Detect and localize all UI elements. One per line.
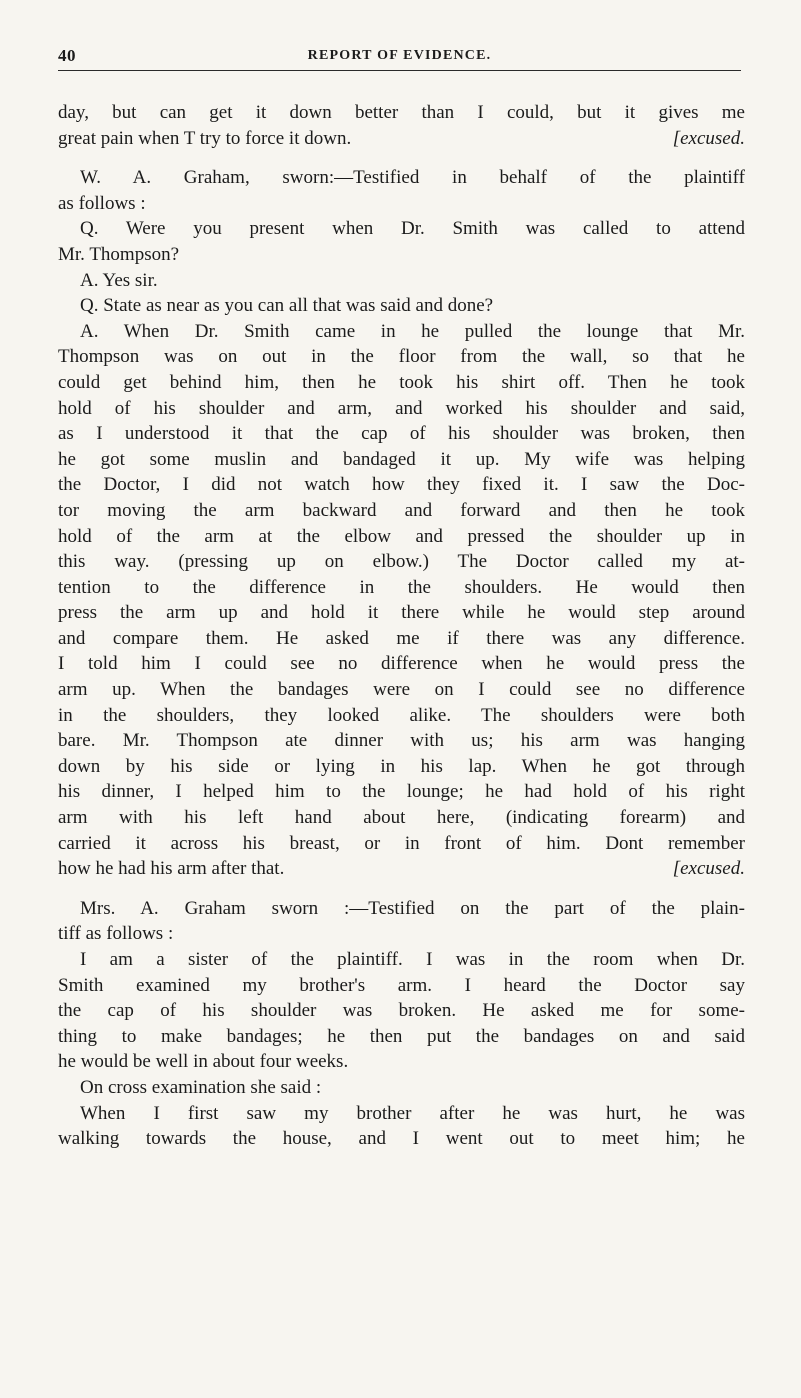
- text-line: arm with his left hand about here, (indicating forearm) and: [58, 807, 745, 829]
- text-line: Smith examined my brother's arm. I heard the Doctor say: [58, 974, 745, 996]
- text-line-content: great pain when T try to force it down.: [58, 127, 352, 149]
- paragraph-continuation: [58, 100, 745, 151]
- text-line: as follows :: [58, 192, 146, 214]
- text-line: I told him I could see no difference when he would press the: [58, 653, 745, 675]
- text-line: arm up. When the bandages were on I could see no difference: [58, 679, 745, 701]
- text-line: thing to make bandages; he then put the bandages on and said: [58, 1025, 745, 1047]
- text-line: the Doctor, I did not watch how they fixed it. I saw the Doc-: [58, 474, 745, 496]
- text-line: down by his side or lying in his lap. When he got through: [58, 755, 745, 777]
- text-line: A. When Dr. Smith came in he pulled the lounge that Mr.: [80, 320, 745, 342]
- text-line: tention to the difference in the shoulders. He would then: [58, 576, 745, 598]
- text-line: he would be well in about four weeks.: [58, 1051, 349, 1073]
- text-line: tor moving the arm backward and forward and then he took: [58, 499, 745, 521]
- text-line: in the shoulders, they looked alike. The shoulders were both: [58, 704, 745, 726]
- text-line: could get behind him, then he took his shirt off. Then he took: [58, 371, 745, 393]
- text-line: I am a sister of the plaintiff. I was in the room when Dr.: [80, 949, 745, 970]
- text-line: [58, 856, 745, 882]
- text-line: Thompson was on out in the floor from the wall, so that he: [58, 346, 745, 368]
- text-line: W. A. Graham, sworn:—Testified in behalf of the plaintiff: [80, 167, 745, 189]
- text-line: hold of his shoulder and arm, and worked his shoulder and said,: [58, 397, 745, 419]
- text-line: hold of the arm at the elbow and pressed the shoulder up in: [58, 525, 745, 547]
- running-head: [58, 46, 741, 71]
- text-line: he got some muslin and bandaged it up. My wife was helping: [58, 448, 745, 470]
- text-line: his dinner, I helped him to the lounge; he had hold of his right: [58, 781, 745, 803]
- text-line: When I first saw my brother after he was hurt, he was: [80, 1102, 745, 1124]
- text-line: walking towards the house, and I went out to meet him; he: [58, 1128, 745, 1150]
- body-text: [58, 100, 745, 1152]
- paragraph-gap: [58, 151, 745, 165]
- paragraph-witness-graham: [58, 165, 745, 882]
- running-title: REPORT OF EVIDENCE.: [307, 48, 492, 63]
- text-line: On cross examination she said :: [80, 1076, 322, 1098]
- text-line: this way. (pressing up on elbow.) The Doctor called my at-: [58, 551, 745, 573]
- paragraph-witness-mrs-graham: [58, 896, 745, 1152]
- text-line: day, but can get it down better than I could, but it gives me: [58, 102, 745, 123]
- excused-note: [excused.: [672, 127, 745, 149]
- text-line-content: how he had his arm after that.: [58, 858, 285, 880]
- text-line: A. Yes sir.: [80, 269, 158, 291]
- text-line: Mr. Thompson?: [58, 243, 180, 265]
- text-line: carried it across his breast, or in front of him. Dont remember: [58, 832, 745, 854]
- text-line: as I understood it that the cap of his shoulder was broken, then: [58, 423, 745, 445]
- text-line: and compare them. He asked me if there was any difference.: [58, 627, 745, 649]
- excused-note: [excused.: [672, 858, 745, 880]
- text-line: press the arm up and hold it there while he would step around: [58, 602, 745, 624]
- text-line: the cap of his shoulder was broken. He asked me for some-: [58, 1000, 745, 1022]
- text-line: bare. Mr. Thompson ate dinner with us; his arm was hanging: [58, 730, 745, 752]
- text-line: Mrs. A. Graham sworn :—Testified on the part of the plain-: [80, 897, 745, 919]
- text-line: tiff as follows :: [58, 923, 174, 945]
- text-line: Q. State as near as you can all that was said and done?: [80, 295, 494, 317]
- text-line: Q. Were you present when Dr. Smith was called to attend: [80, 218, 745, 240]
- paragraph-gap: [58, 882, 745, 896]
- page-number: 40: [58, 46, 76, 65]
- text-line: [58, 126, 745, 152]
